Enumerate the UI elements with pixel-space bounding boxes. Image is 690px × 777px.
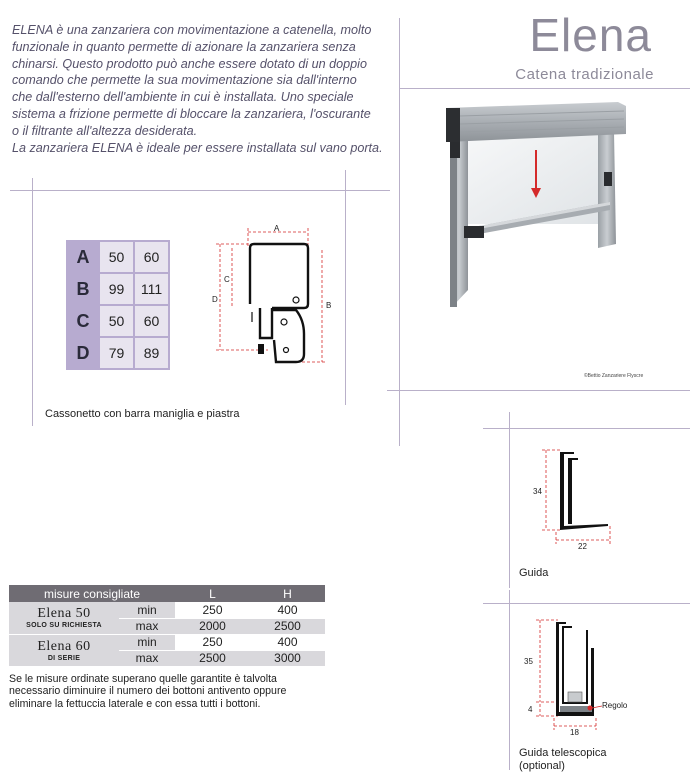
- model-sub: SOLO SU RICHIESTA: [26, 622, 102, 630]
- intro-line: funzionale in quanto permette di azionare la zanzariera senza: [12, 39, 356, 54]
- size-value: 3000: [250, 650, 325, 666]
- divider-line: [399, 88, 690, 89]
- intro-line: ELENA è una zanzariera con movimentazione a catenella, molto: [12, 23, 372, 37]
- dimension-value: 60: [135, 306, 168, 336]
- drawing-label-a: A: [274, 224, 280, 233]
- dimension-value: 89: [135, 338, 168, 368]
- size-note: [9, 673, 329, 710]
- caption-line: (optional): [519, 760, 565, 772]
- divider-line: [509, 412, 510, 588]
- row-label: min: [119, 634, 175, 650]
- dimension-table: [66, 240, 170, 370]
- dimension-value: 99: [100, 274, 133, 304]
- product-title: Elena: [529, 9, 652, 61]
- guide-width-label: 22: [578, 542, 587, 551]
- dimension-value: 111: [135, 274, 168, 304]
- note-line: eliminare la fettuccia laterale e con essa tutti i bottoni.: [9, 697, 261, 710]
- cassette-drawing: [212, 222, 336, 370]
- dimension-key: D: [68, 338, 98, 368]
- table-row: [9, 634, 325, 650]
- product-subtitle: Catena tradizionale: [515, 66, 654, 83]
- sizes-header: misure consigliate: [9, 585, 175, 602]
- size-value: 250: [175, 602, 250, 618]
- size-value: 2500: [250, 618, 325, 634]
- divider-line: [387, 390, 690, 391]
- guide-caption: Guida: [519, 567, 549, 579]
- dimension-row: [68, 274, 168, 304]
- drawing-label-b: B: [326, 301, 332, 310]
- intro-line: o il filtrante all'altezza desiderata.: [12, 123, 198, 138]
- dimension-key: C: [68, 306, 98, 336]
- product-photo: [438, 102, 634, 312]
- telescopic-guide-drawing: [520, 608, 640, 742]
- size-value: 250: [175, 634, 250, 650]
- dimension-value: 60: [135, 242, 168, 272]
- telescopic-guide-caption: [519, 747, 606, 773]
- guide-drawing: [530, 440, 620, 554]
- dimension-row: [68, 338, 168, 368]
- size-value: 400: [250, 634, 325, 650]
- caption-line: Guida telescopica: [519, 747, 607, 759]
- intro-line: chinarsi. Questo prodotto può anche essere dotato di un doppio: [12, 56, 367, 71]
- regolo-label: Regolo: [602, 701, 628, 710]
- divider-line: [483, 428, 690, 429]
- guide-height-label: 34: [533, 487, 542, 496]
- dimension-key: A: [68, 242, 98, 272]
- intro-line: comando che permette la sua movimentazione sia dall'interno: [12, 73, 357, 88]
- model-name: Elena 50: [37, 606, 91, 622]
- drawing-label-c: C: [224, 275, 230, 284]
- divider-line: [399, 18, 400, 446]
- dimension-value: 79: [100, 338, 133, 368]
- cassette-caption: Cassonetto con barra maniglia e piastra: [45, 408, 240, 420]
- model-cell: [9, 602, 119, 634]
- model-sub: DI SERIE: [47, 654, 81, 662]
- intro-text: [12, 22, 384, 156]
- divider-line: [509, 590, 510, 770]
- photo-credit: ©Bettio Zanzariere Flyscre: [584, 373, 644, 379]
- intro-line: sistema a frizione permette di bloccare la zanzariera, l'oscurante: [12, 106, 371, 121]
- dimension-value: 50: [100, 306, 133, 336]
- dimension-key: B: [68, 274, 98, 304]
- size-value: 400: [250, 602, 325, 618]
- tele-height-label: 35: [524, 657, 533, 666]
- row-label: max: [119, 618, 175, 634]
- sizes-header: L: [175, 585, 250, 602]
- model-name: Elena 60: [37, 638, 91, 654]
- row-label: min: [119, 602, 175, 618]
- sizes-table: [9, 585, 325, 667]
- dimension-row: [68, 242, 168, 272]
- table-row: [9, 602, 325, 618]
- tele-small-label: 4: [528, 705, 533, 714]
- sizes-header: H: [250, 585, 325, 602]
- model-cell: [9, 634, 119, 666]
- drawing-label-d: D: [212, 295, 218, 304]
- divider-line: [10, 190, 390, 191]
- divider-line: [345, 170, 346, 405]
- row-label: max: [119, 650, 175, 666]
- intro-line: La zanzariera ELENA è ideale per essere installata sul vano porta.: [12, 140, 383, 155]
- size-value: 2500: [175, 650, 250, 666]
- sizes-header-row: [9, 585, 325, 602]
- size-value: 2000: [175, 618, 250, 634]
- note-line: necessario diminuire il numero dei bottoni antivento oppure: [9, 685, 287, 698]
- dimension-row: [68, 306, 168, 336]
- divider-line: [483, 603, 690, 604]
- divider-line: [32, 178, 33, 426]
- intro-line: che dall'esterno dell'ambiente in cui è installata. Uno speciale: [12, 90, 354, 105]
- note-line: Se le misure ordinate superano quelle garantite è talvolta: [9, 673, 277, 685]
- dimension-value: 50: [100, 242, 133, 272]
- tele-width-label: 18: [570, 728, 579, 737]
